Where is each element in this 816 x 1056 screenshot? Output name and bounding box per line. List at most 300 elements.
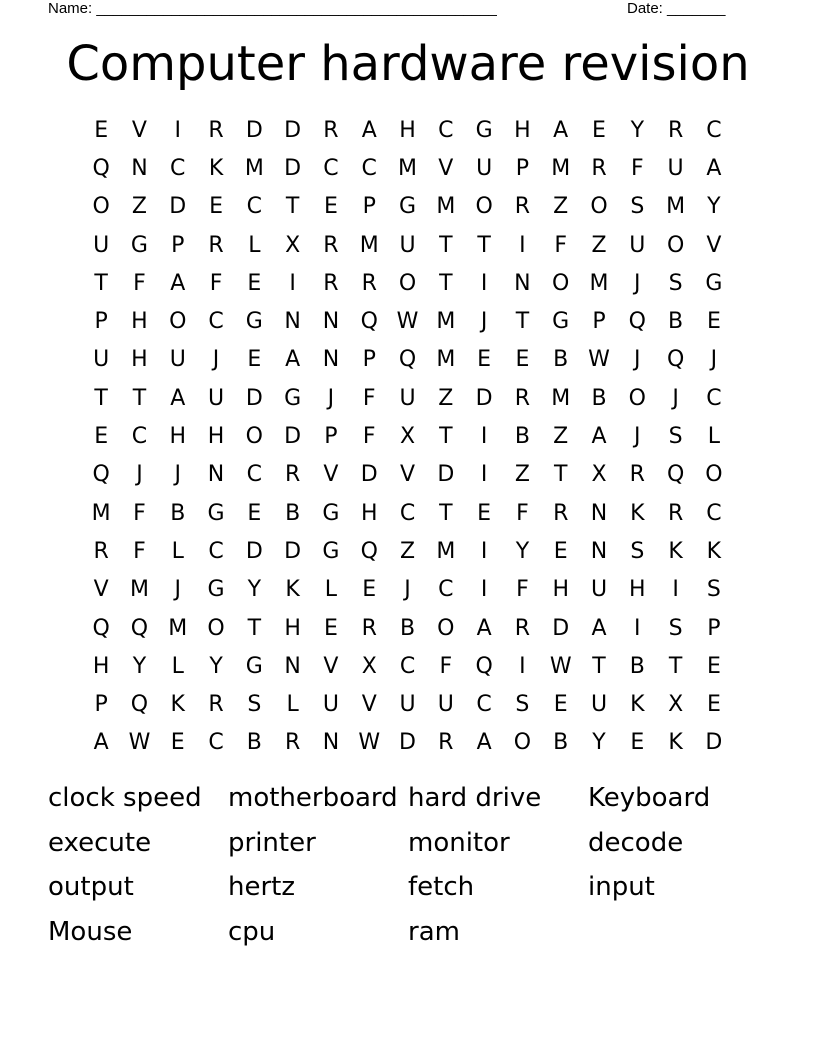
grid-cell: O: [475, 194, 493, 220]
grid-cell: R: [284, 730, 301, 756]
grid-cell: E: [323, 194, 338, 220]
grid-cell: V: [131, 117, 147, 143]
grid-cell: N: [284, 309, 301, 335]
grid-cell: I: [480, 270, 488, 296]
grid-cell: R: [323, 232, 339, 258]
grid-cell: V: [706, 232, 722, 258]
grid-cell: B: [514, 424, 530, 450]
grid-cell: X: [591, 462, 607, 488]
grid-cell: M: [436, 309, 456, 335]
grid-cell: C: [476, 692, 492, 718]
grid-cell: V: [438, 155, 454, 181]
grid-cell: M: [589, 270, 609, 296]
grid-cell: Y: [630, 117, 645, 143]
grid-cell: E: [247, 347, 262, 373]
word-list-item: hard drive: [408, 783, 542, 813]
grid-cell: C: [131, 424, 148, 450]
grid-cell: C: [208, 309, 224, 335]
word-list-item: motherboard: [228, 783, 398, 813]
grid-cell: P: [362, 347, 376, 373]
grid-cell: W: [588, 347, 610, 373]
grid-cell: B: [553, 730, 569, 756]
word-list: [48, 778, 768, 957]
word-list-item: execute: [48, 827, 152, 858]
word-list-item: clock speed: [48, 783, 202, 813]
grid-cell: Q: [130, 615, 149, 641]
grid-cell: J: [136, 462, 143, 488]
grid-cell: J: [480, 309, 488, 335]
grid-cell: N: [514, 270, 531, 296]
grid-cell: T: [132, 385, 147, 411]
grid-cell: L: [286, 692, 299, 718]
grid-cell: L: [171, 538, 184, 564]
grid-cell: Q: [666, 347, 685, 373]
grid-cell: Z: [438, 385, 454, 411]
grid-cell: U: [399, 385, 416, 411]
grid-cell: R: [323, 270, 339, 296]
page-title: Computer hardware revision: [66, 36, 750, 92]
grid-cell: S: [706, 577, 721, 603]
grid-cell: F: [516, 577, 529, 603]
grid-cell: D: [437, 462, 455, 488]
grid-cell: U: [476, 155, 493, 181]
grid-cell: P: [324, 424, 338, 450]
name-label: Name:: [48, 0, 93, 17]
grid-cell: L: [248, 232, 261, 258]
name-field: [48, 0, 497, 18]
grid-cell: E: [592, 117, 606, 143]
grid-cell: D: [245, 385, 263, 411]
grid-cell: N: [590, 500, 608, 526]
grid-cell: T: [592, 653, 606, 679]
grid-cell: K: [630, 692, 645, 718]
grid-cell: K: [630, 500, 645, 526]
grid-cell: K: [208, 155, 224, 181]
grid-cell: Q: [666, 462, 685, 488]
grid-cell: E: [209, 194, 223, 220]
grid-cell: B: [553, 347, 569, 373]
grid-cell: R: [553, 500, 569, 526]
grid-cell: C: [706, 500, 722, 526]
grid-cell: M: [436, 194, 456, 220]
grid-cell: I: [634, 615, 641, 641]
grid-cell: B: [285, 500, 301, 526]
grid-cell: V: [399, 462, 416, 488]
grid-cell: S: [668, 424, 683, 450]
grid-cell: I: [519, 653, 526, 679]
grid-cell: U: [629, 232, 646, 258]
grid-cell: V: [93, 577, 109, 603]
grid-cell: E: [94, 424, 109, 450]
grid-cell: D: [245, 538, 263, 564]
grid-cell: I: [480, 462, 488, 488]
grid-cell: R: [323, 117, 339, 143]
grid-cell: J: [710, 347, 718, 373]
grid-cell: A: [170, 385, 186, 411]
grid-cell: B: [629, 653, 645, 679]
grid-cell: A: [476, 730, 492, 756]
grid-cell: G: [284, 385, 302, 411]
grid-cell: H: [284, 615, 301, 641]
grid-cell: P: [707, 615, 721, 641]
grid-cell: O: [169, 309, 187, 335]
grid-cell: R: [514, 194, 531, 220]
grid-cell: P: [362, 194, 376, 220]
grid-cell: H: [360, 500, 378, 526]
letter-grid: [82, 111, 733, 762]
grid-cell: D: [284, 155, 302, 181]
grid-cell: F: [133, 270, 146, 296]
word-list-item: Mouse: [48, 917, 133, 948]
grid-cell: C: [170, 155, 186, 181]
grid-cell: A: [170, 270, 186, 296]
grid-cell: U: [667, 155, 684, 181]
grid-cell: E: [706, 653, 721, 679]
grid-cell: A: [706, 155, 722, 181]
grid-cell: Q: [398, 347, 417, 373]
grid-cell: G: [130, 232, 148, 258]
grid-cell: Y: [707, 194, 721, 220]
grid-cell: O: [513, 730, 532, 756]
grid-cell: E: [247, 500, 262, 526]
grid-cell: P: [592, 309, 606, 335]
word-list-item: input: [588, 872, 655, 903]
grid-cell: G: [705, 270, 723, 296]
grid-cell: E: [477, 500, 492, 526]
grid-cell: S: [630, 194, 645, 220]
grid-cell: C: [208, 538, 224, 564]
grid-cell: K: [668, 538, 683, 564]
grid-cell: G: [207, 577, 225, 603]
grid-cell: Q: [360, 309, 378, 335]
grid-cell: A: [553, 117, 569, 143]
grid-cell: T: [439, 500, 453, 526]
grid-cell: B: [399, 615, 416, 641]
grid-cell: O: [705, 462, 723, 488]
grid-cell: U: [399, 692, 416, 718]
grid-cell: J: [174, 577, 181, 603]
grid-cell: M: [436, 538, 456, 564]
grid-cell: E: [362, 577, 377, 603]
grid-cell: V: [361, 692, 377, 718]
grid-cell: B: [246, 730, 262, 756]
grid-cell: P: [94, 309, 108, 335]
grid-cell: M: [244, 155, 264, 181]
grid-cell: C: [706, 117, 722, 143]
grid-cell: R: [667, 500, 684, 526]
grid-cell: T: [477, 232, 491, 258]
grid-cell: T: [439, 270, 453, 296]
grid-cell: E: [553, 692, 568, 718]
grid-cell: T: [439, 232, 453, 258]
grid-cell: E: [706, 692, 721, 718]
grid-cell: J: [672, 385, 679, 411]
grid-cell: I: [480, 424, 488, 450]
grid-cell: H: [92, 653, 110, 679]
grid-cell: G: [322, 538, 340, 564]
grid-cell: V: [323, 462, 339, 488]
grid-cell: C: [246, 194, 263, 220]
grid-cell: R: [514, 385, 531, 411]
grid-cell: E: [170, 730, 185, 756]
grid-cell: R: [667, 117, 684, 143]
grid-cell: P: [94, 692, 108, 718]
grid-cell: Y: [592, 730, 606, 756]
grid-cell: X: [399, 424, 416, 450]
grid-cell: I: [519, 232, 526, 258]
grid-cell: T: [247, 615, 262, 641]
grid-cell: G: [207, 500, 225, 526]
grid-cell: J: [634, 270, 641, 296]
grid-cell: Q: [92, 155, 110, 181]
grid-cell: B: [668, 309, 684, 335]
grid-cell: J: [212, 347, 220, 373]
grid-cell: L: [324, 577, 338, 603]
grid-cell: N: [284, 653, 301, 679]
grid-cell: N: [322, 347, 340, 373]
grid-cell: F: [209, 270, 223, 296]
grid-cell: J: [327, 385, 335, 411]
grid-cell: X: [361, 653, 377, 679]
grid-cell: A: [361, 117, 377, 143]
word-list-item: hertz: [228, 872, 296, 903]
grid-cell: H: [399, 117, 416, 143]
grid-cell: Z: [553, 424, 569, 450]
grid-cell: I: [672, 577, 679, 603]
grid-cell: E: [553, 538, 568, 564]
grid-cell: Z: [131, 194, 147, 220]
grid-cell: A: [591, 424, 607, 450]
grid-cell: M: [551, 385, 571, 411]
grid-cell: J: [404, 577, 411, 603]
grid-cell: U: [437, 692, 454, 718]
grid-cell: G: [398, 194, 417, 220]
grid-cell: T: [94, 385, 108, 411]
grid-cell: C: [361, 155, 377, 181]
grid-cell: O: [628, 385, 646, 411]
grid-cell: G: [552, 309, 570, 335]
grid-cell: S: [247, 692, 262, 718]
grid-cell: D: [284, 424, 302, 450]
word-list-item: Keyboard: [588, 783, 711, 813]
word-list-item: ram: [408, 917, 460, 948]
grid-cell: Q: [360, 538, 378, 564]
grid-cell: N: [590, 538, 608, 564]
grid-cell: J: [174, 462, 181, 488]
grid-cell: T: [94, 270, 108, 296]
grid-cell: W: [396, 309, 419, 335]
grid-cell: R: [514, 615, 531, 641]
grid-cell: U: [590, 577, 608, 603]
grid-cell: U: [590, 692, 608, 718]
grid-cell: M: [168, 615, 188, 641]
grid-cell: O: [552, 270, 570, 296]
grid-cell: M: [436, 347, 456, 373]
grid-cell: D: [245, 117, 263, 143]
grid-cell: S: [668, 615, 683, 641]
grid-cell: A: [591, 615, 607, 641]
grid-cell: E: [630, 730, 645, 756]
grid-cell: Y: [247, 577, 262, 603]
grid-cell: D: [360, 462, 378, 488]
grid-cell: L: [171, 653, 184, 679]
grid-cell: E: [515, 347, 530, 373]
grid-cell: E: [94, 117, 109, 143]
grid-cell: Y: [209, 653, 223, 679]
grid-cell: T: [668, 653, 683, 679]
name-line: ________________________________________________: [96, 0, 497, 17]
grid-cell: G: [245, 653, 263, 679]
grid-cell: D: [169, 194, 187, 220]
grid-cell: D: [284, 538, 302, 564]
grid-cell: K: [706, 538, 722, 564]
grid-cell: U: [169, 347, 186, 373]
grid-cell: E: [323, 615, 338, 641]
grid-cell: F: [554, 232, 568, 258]
grid-cell: M: [359, 232, 379, 258]
grid-cell: O: [245, 424, 263, 450]
grid-cell: W: [549, 653, 572, 679]
grid-cell: M: [91, 500, 111, 526]
grid-cell: S: [630, 538, 645, 564]
word-list-item: decode: [588, 827, 684, 858]
grid-cell: I: [480, 577, 488, 603]
grid-cell: G: [245, 309, 263, 335]
grid-cell: A: [476, 615, 492, 641]
grid-cell: R: [438, 730, 454, 756]
grid-cell: I: [174, 117, 181, 143]
grid-cell: H: [131, 309, 148, 335]
grid-cell: H: [629, 577, 646, 603]
grid-cell: R: [591, 155, 607, 181]
grid-cell: R: [208, 692, 224, 718]
grid-cell: F: [516, 500, 529, 526]
grid-cell: O: [666, 232, 685, 258]
grid-cell: S: [668, 270, 683, 296]
grid-cell: Q: [130, 692, 149, 718]
grid-cell: W: [358, 730, 381, 756]
grid-cell: S: [515, 692, 530, 718]
grid-cell: Y: [515, 538, 530, 564]
grid-cell: M: [551, 155, 571, 181]
grid-cell: K: [170, 692, 185, 718]
grid-cell: C: [438, 577, 454, 603]
grid-cell: R: [208, 232, 224, 258]
grid-cell: X: [285, 232, 301, 258]
grid-cell: P: [171, 232, 185, 258]
grid-cell: D: [552, 615, 570, 641]
grid-cell: Y: [132, 653, 147, 679]
grid-cell: Z: [553, 194, 569, 220]
grid-cell: E: [706, 309, 721, 335]
grid-cell: O: [590, 194, 608, 220]
grid-cell: Z: [591, 232, 607, 258]
grid-cell: N: [207, 462, 225, 488]
grid-cell: J: [634, 347, 641, 373]
grid-cell: C: [706, 385, 722, 411]
grid-cell: C: [323, 155, 339, 181]
grid-cell: G: [322, 500, 340, 526]
grid-cell: F: [362, 424, 376, 450]
grid-cell: V: [323, 653, 339, 679]
word-list-item: monitor: [408, 827, 510, 858]
date-label: Date:: [627, 0, 663, 17]
grid-cell: G: [475, 117, 493, 143]
grid-cell: L: [707, 424, 721, 450]
grid-cell: A: [93, 730, 109, 756]
grid-cell: K: [285, 577, 300, 603]
grid-cell: O: [207, 615, 225, 641]
grid-cell: R: [361, 615, 377, 641]
grid-cell: C: [399, 653, 416, 679]
grid-cell: H: [207, 424, 225, 450]
grid-cell: C: [438, 117, 454, 143]
grid-cell: H: [514, 117, 531, 143]
grid-cell: Q: [92, 462, 110, 488]
grid-cell: B: [591, 385, 607, 411]
grid-cell: A: [285, 347, 301, 373]
grid-cell: F: [630, 155, 644, 181]
grid-cell: K: [668, 730, 683, 756]
grid-cell: F: [362, 385, 376, 411]
grid-cell: H: [552, 577, 569, 603]
grid-cell: Q: [628, 309, 646, 335]
grid-cell: U: [93, 232, 110, 258]
grid-cell: T: [553, 462, 568, 488]
grid-cell: D: [475, 385, 493, 411]
grid-cell: O: [398, 270, 417, 296]
grid-cell: I: [289, 270, 296, 296]
grid-cell: N: [322, 309, 340, 335]
grid-cell: M: [398, 155, 418, 181]
grid-cell: E: [247, 270, 262, 296]
grid-cell: C: [246, 462, 263, 488]
grid-cell: D: [399, 730, 416, 756]
grid-cell: R: [361, 270, 377, 296]
grid-cell: R: [284, 462, 301, 488]
grid-cell: P: [515, 155, 530, 181]
word-list-item: fetch: [408, 872, 475, 903]
grid-cell: D: [284, 117, 302, 143]
grid-cell: E: [477, 347, 492, 373]
word-list-item: output: [48, 872, 134, 903]
grid-cell: W: [128, 730, 151, 756]
grid-cell: U: [93, 347, 110, 373]
grid-cell: M: [129, 577, 149, 603]
grid-cell: X: [668, 692, 684, 718]
grid-cell: H: [131, 347, 148, 373]
grid-cell: N: [131, 155, 148, 181]
grid-cell: Q: [475, 653, 493, 679]
grid-cell: T: [515, 309, 530, 335]
grid-cell: Z: [399, 538, 416, 564]
grid-cell: Z: [514, 462, 530, 488]
date-field: [627, 0, 725, 18]
grid-cell: F: [133, 500, 146, 526]
grid-cell: B: [170, 500, 186, 526]
grid-cell: O: [437, 615, 455, 641]
grid-cell: U: [399, 232, 416, 258]
grid-cell: I: [480, 538, 488, 564]
grid-cell: F: [439, 653, 453, 679]
grid-cell: R: [208, 117, 224, 143]
grid-cell: F: [133, 538, 146, 564]
grid-cell: Q: [92, 615, 110, 641]
grid-cell: T: [439, 424, 453, 450]
grid-cell: T: [285, 194, 300, 220]
grid-cell: C: [208, 730, 224, 756]
grid-cell: O: [92, 194, 110, 220]
